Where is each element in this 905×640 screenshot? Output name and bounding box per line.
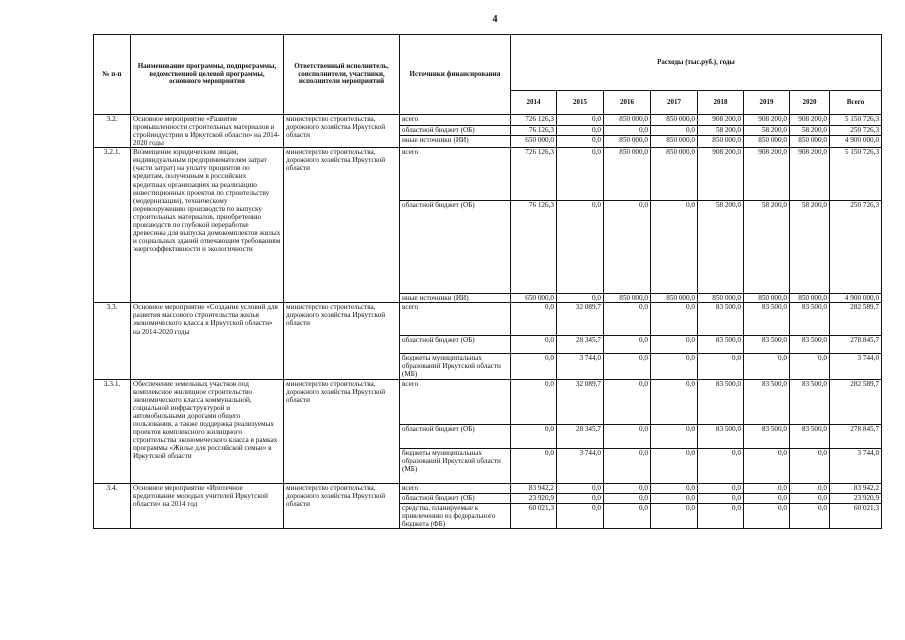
year-value: 0,0 [744, 483, 790, 493]
year-value: 83 500,0 [744, 424, 790, 448]
year-value: 850 000,0 [604, 148, 651, 201]
year-value: 0,0 [651, 493, 698, 503]
header-name: Наименование программы, подпрограммы, ведомственной целевой программы, основного мероприятия [131, 35, 284, 115]
year-value: 850 000,0 [651, 294, 698, 303]
header-sources: Источники финансирования [400, 35, 511, 115]
year-value: 0,0 [604, 448, 651, 483]
year-value: 0,0 [698, 354, 744, 379]
total-value: 3 744,0 [830, 354, 882, 379]
year-value: 850 000,0 [698, 136, 744, 148]
total-value: 5 150 726,3 [830, 115, 882, 126]
funding-source: областной бюджет (ОБ) [400, 336, 511, 354]
year-value: 908 200,0 [698, 148, 744, 201]
funding-source: областной бюджет (ОБ) [400, 493, 511, 503]
year-value: 83 500,0 [744, 336, 790, 354]
year-value: 0,0 [511, 303, 557, 336]
year-value: 0,0 [790, 493, 830, 503]
program-name: Основное мероприятие «Создание условий для развития массового строительства жилья экономического класса в Иркутской области» на 2014-2020 годы [131, 303, 284, 379]
header-year: 2020 [790, 91, 830, 115]
year-value: 76 126,3 [511, 201, 557, 294]
header-year: 2018 [698, 91, 744, 115]
total-value: 250 726,3 [830, 201, 882, 294]
year-value: 850 000,0 [790, 294, 830, 303]
funding-source: средства, планируемые к привлечению из федерального бюджета (ФБ) [400, 503, 511, 528]
year-value: 0,0 [557, 136, 604, 148]
funding-source: всего [400, 148, 511, 201]
year-value: 83 500,0 [790, 336, 830, 354]
year-value: 850 000,0 [698, 294, 744, 303]
program-name: Возмещение юридическим лицам, индивидуальным предпринимателям затрат (части затрат) на уплату процентов по кредитам, полученным в российских кредитных организациях на реализацию инвестиционных проектов по строительству (модернизации), техническому перевооружению производств по выпуску строительных материалов, приобретению производств по глубокой переработке древесины для выпуска домокомплектов жилых и социальных зданий отвечающим требованиям энергоэффективности и экологичности [131, 148, 284, 303]
year-value: 850 000,0 [651, 148, 698, 201]
year-value: 0,0 [604, 493, 651, 503]
funding-source: всего [400, 379, 511, 424]
funding-source: всего [400, 115, 511, 126]
year-value: 0,0 [744, 448, 790, 483]
year-value: 908 200,0 [744, 148, 790, 201]
year-value: 0,0 [651, 503, 698, 528]
year-value: 850 000,0 [744, 294, 790, 303]
year-value: 0,0 [744, 503, 790, 528]
executor-name: министерство строительства, дорожного хозяйства Иркутской области [284, 483, 400, 528]
year-value: 726 126,3 [511, 115, 557, 126]
total-value: 278 845,7 [830, 424, 882, 448]
funding-source: всего [400, 483, 511, 493]
year-value: 0,0 [651, 448, 698, 483]
row-index: 3.3. [94, 303, 131, 379]
year-value: 850 000,0 [604, 115, 651, 126]
funding-source: областной бюджет (ОБ) [400, 424, 511, 448]
executor-name: министерство строительства, дорожного хозяйства Иркутской области [284, 148, 400, 303]
year-value: 0,0 [790, 448, 830, 483]
year-value: 0,0 [511, 354, 557, 379]
year-value: 58 200,0 [744, 201, 790, 294]
year-value: 0,0 [511, 336, 557, 354]
year-value: 0,0 [604, 503, 651, 528]
row-index: 3.4. [94, 483, 131, 528]
year-value: 0,0 [790, 483, 830, 493]
executor-name: министерство строительства, дорожного хозяйства Иркутской области [284, 379, 400, 483]
year-value: 83 500,0 [790, 424, 830, 448]
funding-source: областной бюджет (ОБ) [400, 125, 511, 136]
total-value: 278 845,7 [830, 336, 882, 354]
header-num: № п-п [94, 35, 131, 115]
funding-source: бюджеты муниципальных образований Иркутской области (МБ) [400, 448, 511, 483]
header-year: 2014 [511, 91, 557, 115]
year-value: 58 200,0 [744, 125, 790, 136]
total-value: 83 942,2 [830, 483, 882, 493]
year-value: 0,0 [651, 379, 698, 424]
year-value: 0,0 [511, 379, 557, 424]
program-name: Основное мероприятие «Развитие промышленности строительных материалов и стройиндустрии в Иркутской области» на 2014-2020 годы [131, 115, 284, 148]
year-value: 0,0 [557, 503, 604, 528]
year-value: 3 744,0 [557, 448, 604, 483]
year-value: 0,0 [604, 424, 651, 448]
year-value: 0,0 [651, 336, 698, 354]
total-value: 282 589,7 [830, 303, 882, 336]
year-value: 83 500,0 [790, 379, 830, 424]
year-value: 28 345,7 [557, 336, 604, 354]
year-value: 83 500,0 [698, 303, 744, 336]
year-value: 0,0 [604, 354, 651, 379]
year-value: 0,0 [651, 125, 698, 136]
year-value: 0,0 [604, 483, 651, 493]
year-value: 0,0 [557, 483, 604, 493]
year-value: 850 000,0 [790, 136, 830, 148]
year-value: 0,0 [604, 201, 651, 294]
header-expenses: Расходы (тыс.руб.), годы [511, 35, 882, 91]
year-value: 83 500,0 [744, 379, 790, 424]
total-value: 250 726,3 [830, 125, 882, 136]
table-row [94, 148, 882, 201]
table-row [94, 115, 882, 126]
year-value: 0,0 [557, 493, 604, 503]
program-name: Основное мероприятие «Ипотечное кредитование молодых учителей Иркутской области» на 2014 год [131, 483, 284, 528]
funding-source: бюджеты муниципальных образований Иркутской области (МБ) [400, 354, 511, 379]
budget-table [93, 34, 882, 529]
year-value: 0,0 [604, 379, 651, 424]
year-value: 0,0 [651, 201, 698, 294]
year-value: 850 000,0 [604, 136, 651, 148]
year-value: 0,0 [744, 493, 790, 503]
total-value: 3 744,0 [830, 448, 882, 483]
year-value: 650 000,0 [511, 294, 557, 303]
year-value: 0,0 [651, 424, 698, 448]
header-year: 2019 [744, 91, 790, 115]
year-value: 908 200,0 [698, 115, 744, 126]
header-total: Всего [830, 91, 882, 115]
year-value: 0,0 [698, 448, 744, 483]
year-value: 908 200,0 [790, 148, 830, 201]
funding-source: иные источники (ИИ) [400, 294, 511, 303]
year-value: 83 500,0 [698, 336, 744, 354]
total-value: 282 589,7 [830, 379, 882, 424]
table-row [94, 483, 882, 493]
year-value: 23 920,9 [511, 493, 557, 503]
year-value: 83 500,0 [698, 424, 744, 448]
year-value: 58 200,0 [790, 125, 830, 136]
year-value: 32 089,7 [557, 379, 604, 424]
year-value: 60 021,3 [511, 503, 557, 528]
year-value: 0,0 [698, 503, 744, 528]
year-value: 58 200,0 [698, 125, 744, 136]
funding-source: областной бюджет (ОБ) [400, 201, 511, 294]
header-year: 2015 [557, 91, 604, 115]
year-value: 0,0 [557, 125, 604, 136]
year-value: 0,0 [557, 201, 604, 294]
year-value: 0,0 [651, 483, 698, 493]
year-value: 3 744,0 [557, 354, 604, 379]
total-value: 60 021,3 [830, 503, 882, 528]
year-value: 0,0 [790, 354, 830, 379]
year-value: 0,0 [698, 483, 744, 493]
program-name: Обеспечение земельных участков под комплексное жилищное строительство экономического класса коммунальной, социальной инфраструктурой и автомобильными дорогами общего пользования, а также поддержка реализуемых проектов комплексного жилищного строительства экономического класса в рамках программы «Жилье для российской семьи» в Иркутской области [131, 379, 284, 483]
funding-source: всего [400, 303, 511, 336]
year-value: 0,0 [604, 125, 651, 136]
year-value: 650 000,0 [511, 136, 557, 148]
year-value: 850 000,0 [744, 136, 790, 148]
table-row [94, 379, 882, 424]
total-value: 4 900 000,0 [830, 136, 882, 148]
year-value: 726 126,3 [511, 148, 557, 201]
header-executor: Ответственный исполнитель, соисполнители, участники, исполнители мероприятий [284, 35, 400, 115]
executor-name: министерство строительства, дорожного хозяйства Иркутской области [284, 115, 400, 148]
year-value: 0,0 [604, 303, 651, 336]
year-value: 908 200,0 [790, 115, 830, 126]
year-value: 83 500,0 [698, 379, 744, 424]
header-year: 2016 [604, 91, 651, 115]
row-index: 3.2.1. [94, 148, 131, 303]
executor-name: министерство строительства, дорожного хозяйства Иркутской области [284, 303, 400, 379]
year-value: 76 126,3 [511, 125, 557, 136]
row-index: 3.2. [94, 115, 131, 148]
header-year: 2017 [651, 91, 698, 115]
page-number: 4 [492, 14, 498, 25]
year-value: 0,0 [557, 148, 604, 201]
row-index: 3.3.1. [94, 379, 131, 483]
year-value: 0,0 [511, 424, 557, 448]
year-value: 83 942,2 [511, 483, 557, 493]
year-value: 0,0 [557, 115, 604, 126]
year-value: 850 000,0 [651, 136, 698, 148]
year-value: 850 000,0 [604, 294, 651, 303]
year-value: 850 000,0 [651, 115, 698, 126]
table-row [94, 303, 882, 336]
year-value: 0,0 [790, 503, 830, 528]
year-value: 32 089,7 [557, 303, 604, 336]
year-value: 58 200,0 [790, 201, 830, 294]
year-value: 83 500,0 [744, 303, 790, 336]
year-value: 908 200,0 [744, 115, 790, 126]
year-value: 0,0 [698, 493, 744, 503]
total-value: 4 900 000,0 [830, 294, 882, 303]
year-value: 0,0 [744, 354, 790, 379]
year-value: 0,0 [651, 354, 698, 379]
year-value: 0,0 [557, 294, 604, 303]
year-value: 58 200,0 [698, 201, 744, 294]
year-value: 83 500,0 [790, 303, 830, 336]
year-value: 0,0 [604, 336, 651, 354]
total-value: 5 150 726,3 [830, 148, 882, 201]
table-body [94, 115, 882, 529]
total-value: 23 920,9 [830, 493, 882, 503]
year-value: 28 345,7 [557, 424, 604, 448]
funding-source: иные источники (ИИ) [400, 136, 511, 148]
year-value: 0,0 [651, 303, 698, 336]
year-value: 0,0 [511, 448, 557, 483]
